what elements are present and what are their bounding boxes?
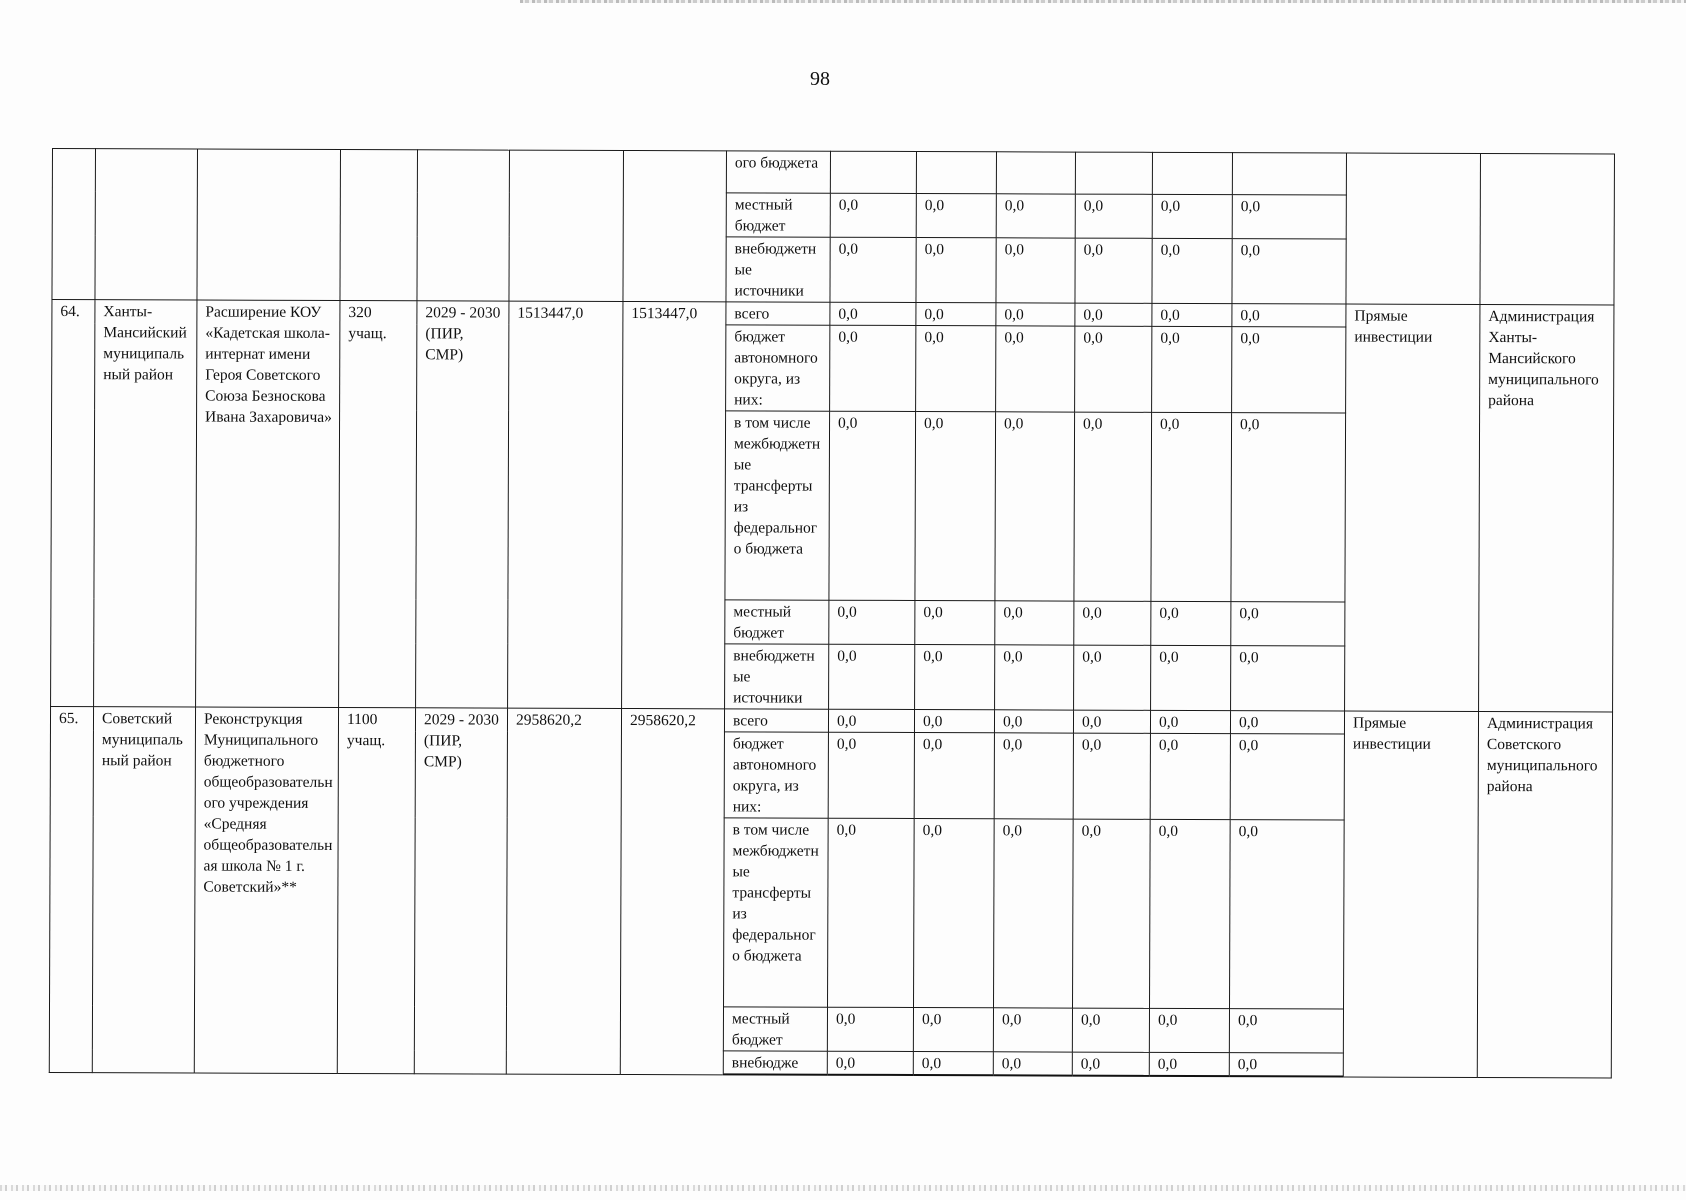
capacity: 320 учащ. xyxy=(339,301,417,708)
amount-cell: 0,0 xyxy=(1073,710,1150,733)
cont-capacity-cell xyxy=(340,150,418,301)
amount-cell: 0,0 xyxy=(829,600,915,644)
amount-cell: 0,0 xyxy=(1075,194,1152,238)
funding-source-label: бюджет автономного округа, из них: xyxy=(726,325,830,411)
amount-cell: 0,0 xyxy=(1075,303,1152,326)
amount-cell: 0,0 xyxy=(996,326,1075,412)
amount-cell: 0,0 xyxy=(827,1007,913,1051)
amount-cell: 0,0 xyxy=(996,194,1075,238)
amount-cell: 0,0 xyxy=(828,709,914,732)
amount-cell: 0,0 xyxy=(1152,303,1232,326)
amount-cell xyxy=(1152,152,1232,194)
amount-cell: 0,0 xyxy=(1073,819,1151,1008)
amount-cell: 0,0 xyxy=(829,644,915,709)
investment-table-container xyxy=(49,148,1614,1074)
amount-cell: 0,0 xyxy=(1231,602,1345,646)
amount-cell: 0,0 xyxy=(1152,194,1232,238)
amount-cell: 0,0 xyxy=(1230,711,1344,734)
amount-cell: 0,0 xyxy=(994,819,1074,1008)
funding-source-label: внебюджетные источники xyxy=(726,237,830,302)
amount-cell: 0,0 xyxy=(1074,412,1152,601)
amount-cell: 0,0 xyxy=(1229,1009,1343,1053)
customer-name: Администрация Ханты-Мансийского муниципального района xyxy=(1479,304,1614,711)
amount-cell xyxy=(1075,152,1152,194)
funding-source-label: внебюджетные источники xyxy=(725,644,829,709)
amount-cell: 0,0 xyxy=(1151,601,1231,645)
cont-customer-cell xyxy=(1480,153,1615,304)
amount-cell: 0,0 xyxy=(995,645,1074,710)
amount-cell: 0,0 xyxy=(1232,304,1346,327)
amount-cell xyxy=(916,152,996,194)
amount-cell: 0,0 xyxy=(916,326,996,412)
scan-edge-top xyxy=(520,0,1686,3)
implementation-period: 2029 - 2030 (ПИР, СМР) xyxy=(414,708,507,1074)
cont-cost-cell xyxy=(509,150,624,301)
funding-source-label: всего xyxy=(724,709,828,732)
amount-cell: 0,0 xyxy=(994,733,1073,819)
funding-source-label: всего xyxy=(726,302,830,325)
amount-cell: 0,0 xyxy=(915,645,995,710)
amount-cell: 0,0 xyxy=(914,733,994,819)
cont-object-cell xyxy=(197,149,341,300)
amount-cell xyxy=(996,152,1075,194)
amount-cell: 0,0 xyxy=(994,710,1073,733)
amount-cell: 0,0 xyxy=(915,412,996,601)
customer-name: Администрация Советского муниципального района xyxy=(1477,711,1612,1077)
amount-cell: 0,0 xyxy=(1149,1052,1229,1076)
amount-cell: 0,0 xyxy=(993,1052,1072,1076)
amount-cell: 0,0 xyxy=(1072,1008,1149,1052)
funding-source-label: в том числе межбюджетные трансферты из федерального бюджета xyxy=(724,818,829,1007)
page-number: 98 xyxy=(810,68,830,90)
project-number: 64. xyxy=(51,300,95,707)
amount-cell: 0,0 xyxy=(1150,710,1230,733)
project-64-row-total xyxy=(52,300,1614,328)
estimated-cost: 2958620,2 xyxy=(506,708,621,1074)
object-name: Расширение КОУ «Кадетская школа-интернат имени Героя Советского Союза Безноскова Ивана Захаровича» xyxy=(196,300,340,707)
amount-cell: 0,0 xyxy=(914,710,994,733)
funding-source-label: местный бюджет xyxy=(726,193,830,237)
amount-cell: 0,0 xyxy=(830,237,916,302)
cont-row-fed-budget xyxy=(52,149,1614,196)
amount-cell: 0,0 xyxy=(1072,1052,1149,1076)
amount-cell: 0,0 xyxy=(830,193,916,237)
amount-cell: 0,0 xyxy=(914,819,995,1008)
funding-source-label: бюджет автономного округа, из них: xyxy=(724,732,828,818)
amount-cell: 0,0 xyxy=(1232,195,1346,239)
amount-cell: 0,0 xyxy=(1152,238,1232,303)
implementation-period: 2029 - 2030 (ПИР, СМР) xyxy=(416,301,509,708)
amount-cell: 0,0 xyxy=(916,194,996,238)
amount-cell: 0,0 xyxy=(1229,1053,1343,1077)
amount-cell: 0,0 xyxy=(1152,326,1232,412)
investment-table xyxy=(49,148,1615,1078)
amount-cell: 0,0 xyxy=(1230,734,1344,820)
cont-remaining-cell xyxy=(623,150,727,301)
amount-cell: 0,0 xyxy=(1150,733,1230,819)
amount-cell: 0,0 xyxy=(828,818,915,1007)
amount-cell: 0,0 xyxy=(1231,646,1345,711)
amount-cell: 0,0 xyxy=(1151,645,1231,710)
capacity: 1100 учащ. xyxy=(337,708,415,1074)
municipality-name: Ханты-Мансийский муниципальный район xyxy=(94,300,197,707)
estimated-cost: 1513447,0 xyxy=(508,301,623,708)
funding-source-label: ого бюджета xyxy=(726,151,830,193)
funding-source-label: местный бюджет xyxy=(723,1007,827,1051)
amount-cell: 0,0 xyxy=(1232,327,1346,413)
cont-mechanism-cell xyxy=(1346,153,1481,304)
remaining-cost: 1513447,0 xyxy=(622,301,726,708)
amount-cell xyxy=(830,151,916,193)
amount-cell: 0,0 xyxy=(829,411,916,600)
project-65-row-total xyxy=(50,706,1612,734)
amount-cell: 0,0 xyxy=(996,238,1075,303)
cont-municipality-cell xyxy=(95,149,198,300)
cont-period-cell xyxy=(417,150,510,301)
investment-mechanism: Прямые инвестиции xyxy=(1345,304,1480,711)
funding-source-label: в том числе межбюджетные трансферты из федерального бюджета xyxy=(725,411,830,600)
remaining-cost: 2958620,2 xyxy=(620,708,724,1074)
amount-cell: 0,0 xyxy=(1075,326,1152,412)
amount-cell: 0,0 xyxy=(995,601,1074,645)
amount-cell: 0,0 xyxy=(1073,733,1150,819)
amount-cell: 0,0 xyxy=(828,732,914,818)
amount-cell: 0,0 xyxy=(830,302,916,325)
object-name: Реконструкция Муниципального бюджетного общеобразовательного учреждения «Средняя общеобразовательная школа № 1 г. Советский»** xyxy=(194,707,338,1073)
amount-cell: 0,0 xyxy=(913,1008,993,1052)
project-number: 65. xyxy=(49,706,93,1072)
amount-cell: 0,0 xyxy=(996,303,1075,326)
amount-cell: 0,0 xyxy=(913,1052,993,1076)
amount-cell: 0,0 xyxy=(1074,601,1151,645)
amount-cell: 0,0 xyxy=(1232,239,1346,304)
funding-source-label: местный бюджет xyxy=(725,600,829,644)
investment-mechanism: Прямые инвестиции xyxy=(1343,711,1478,1077)
amount-cell: 0,0 xyxy=(1151,412,1232,601)
municipality-name: Советский муниципальный район xyxy=(92,707,195,1073)
amount-cell: 0,0 xyxy=(995,412,1075,601)
amount-cell: 0,0 xyxy=(830,325,916,411)
amount-cell: 0,0 xyxy=(1149,1008,1229,1052)
funding-source-label: внебюдже xyxy=(723,1051,827,1075)
amount-cell: 0,0 xyxy=(916,303,996,326)
amount-cell: 0,0 xyxy=(1150,819,1231,1008)
amount-cell: 0,0 xyxy=(916,238,996,303)
cont-num-cell xyxy=(52,149,96,300)
amount-cell: 0,0 xyxy=(993,1008,1072,1052)
amount-cell: 0,0 xyxy=(1075,238,1152,303)
amount-cell: 0,0 xyxy=(827,1051,913,1075)
amount-cell: 0,0 xyxy=(1074,645,1151,710)
amount-cell xyxy=(1232,153,1346,195)
amount-cell: 0,0 xyxy=(1230,820,1345,1009)
amount-cell: 0,0 xyxy=(1231,413,1346,602)
scan-edge-bottom xyxy=(0,1185,1686,1191)
amount-cell: 0,0 xyxy=(915,601,995,645)
